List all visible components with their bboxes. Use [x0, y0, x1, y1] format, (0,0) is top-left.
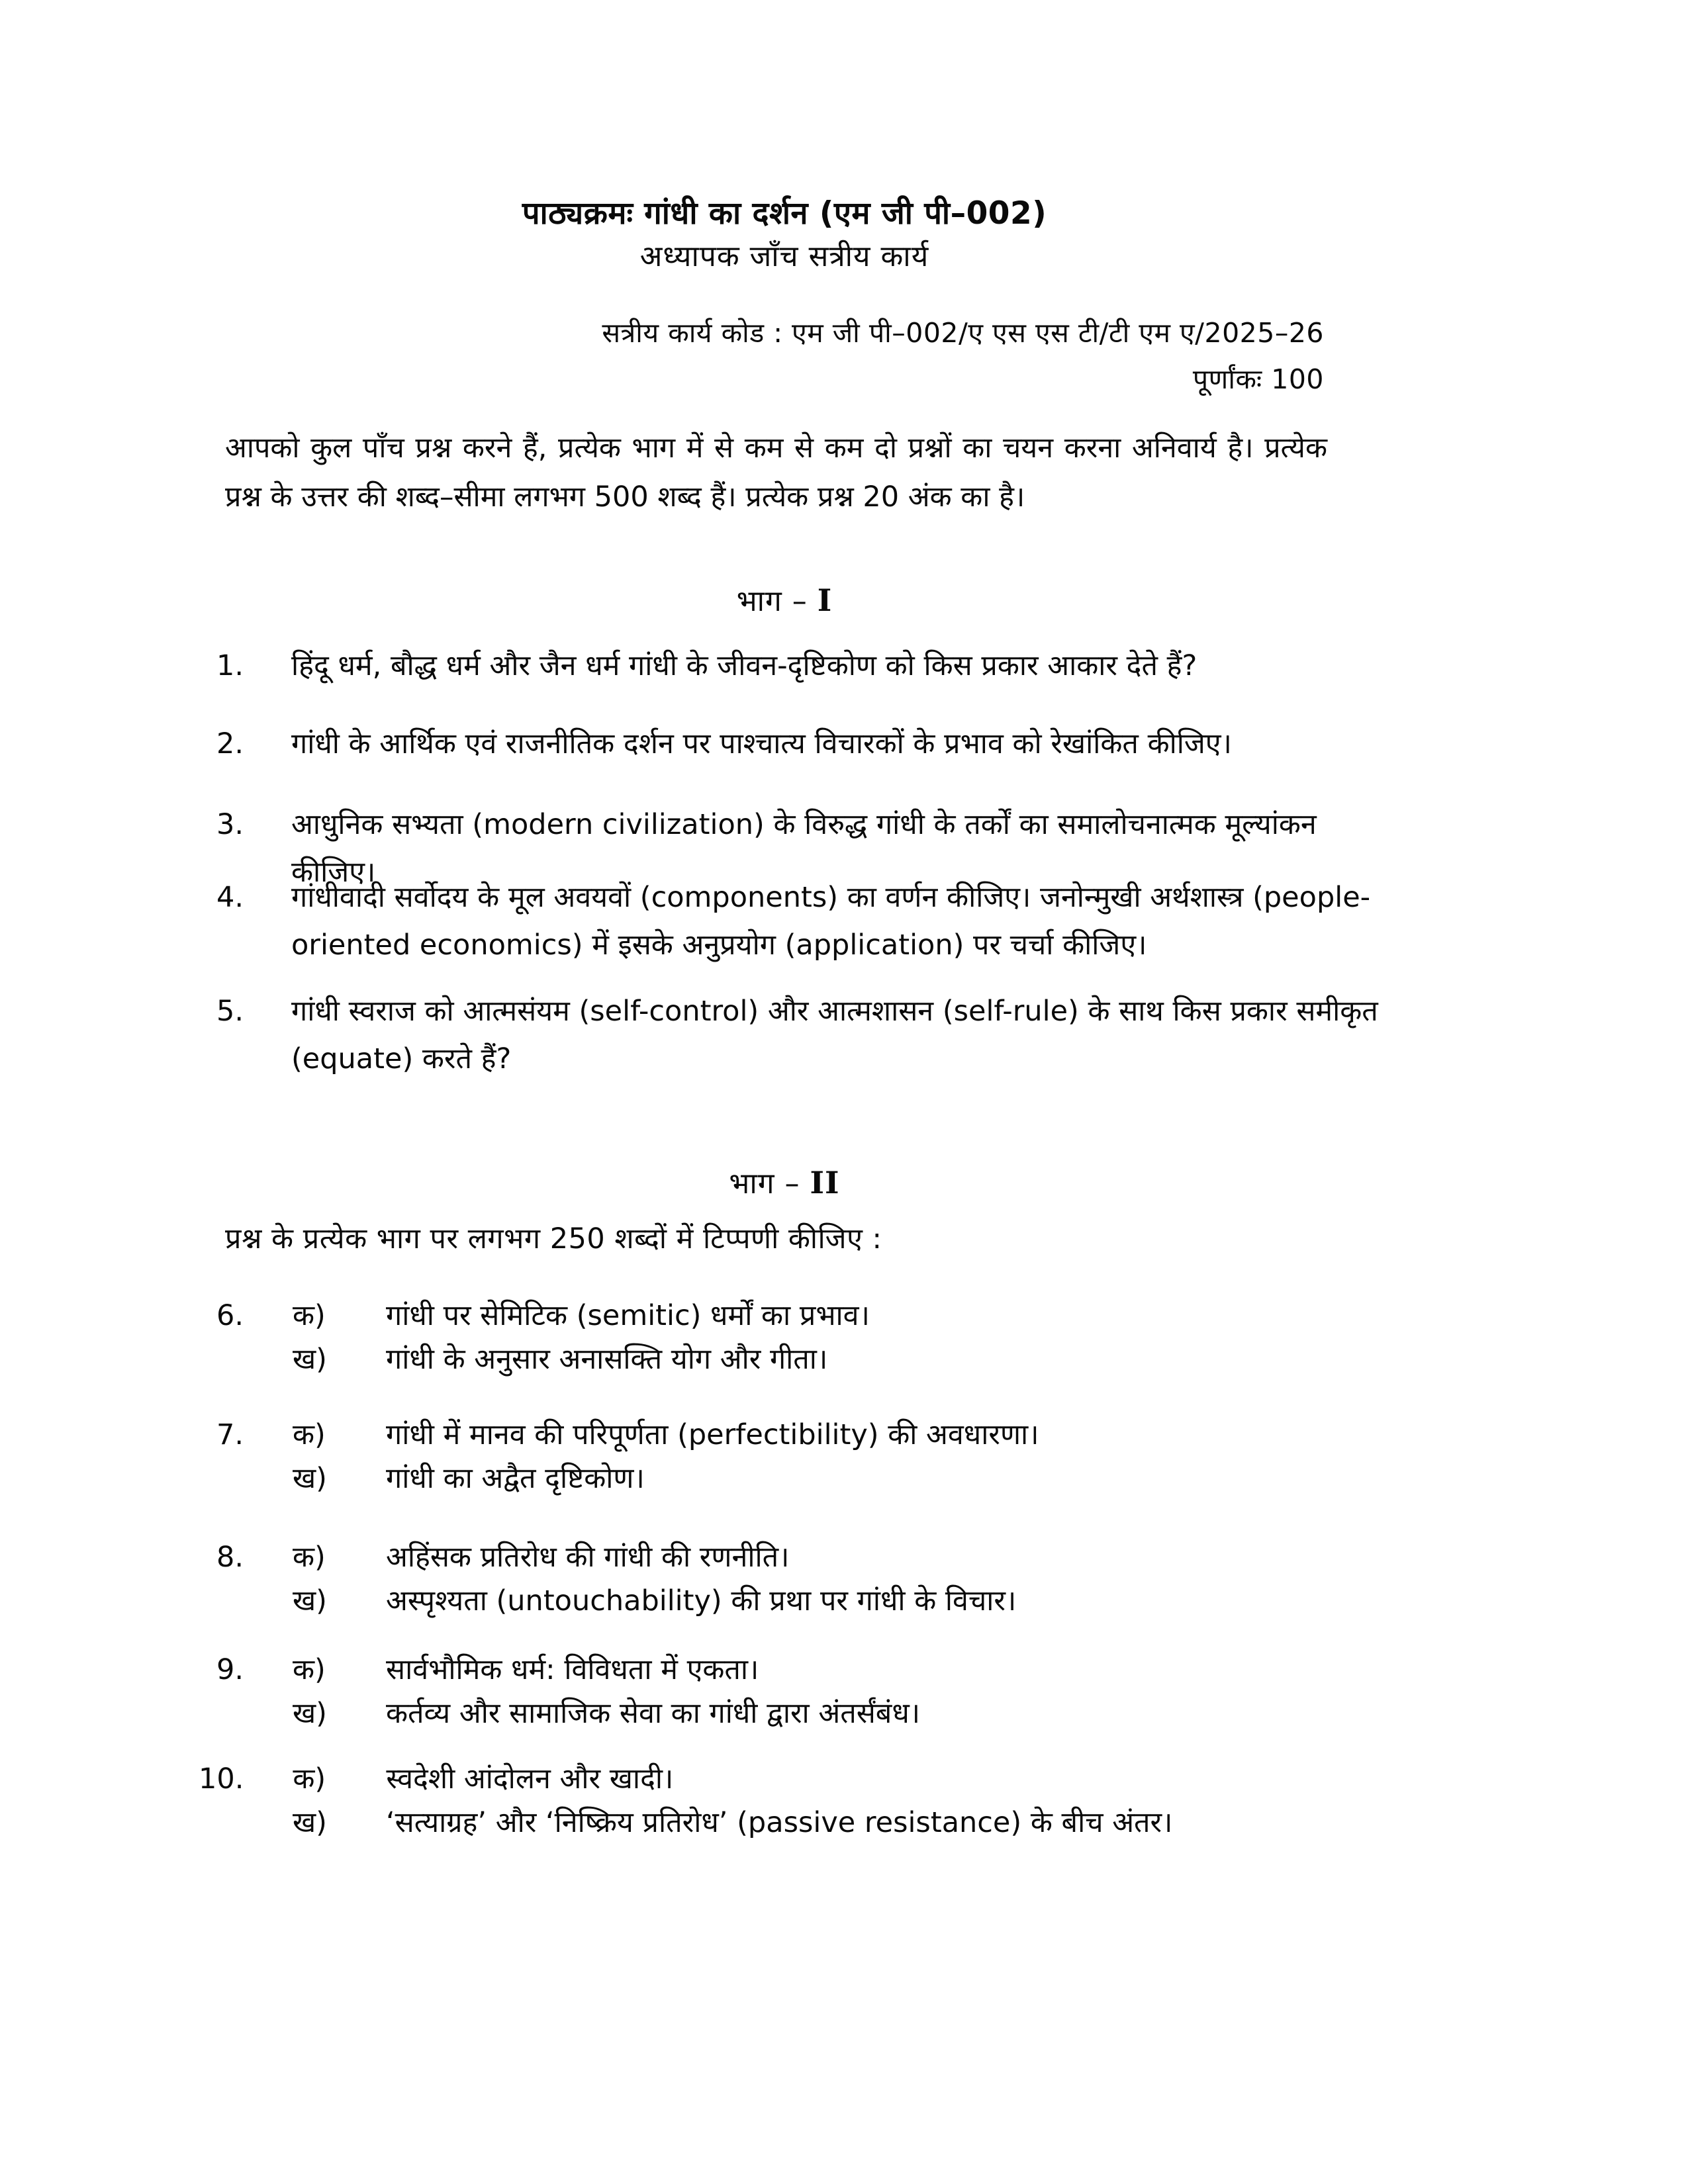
- question-text: गांधीवादी सर्वोदय के मूल अवयवों (components) का वर्णन कीजिए। जनोन्मुखी अर्थशास्त्र (people-oriented economics) में इसके अनुप्रयोग (application) पर चर्चा कीजिए।: [291, 881, 1371, 962]
- page-subtitle: अध्यापक जाँच सत्रीय कार्य: [639, 240, 929, 273]
- subpart-text: सार्वभौमिक धर्म: विविधता में एकता।: [386, 1653, 759, 1686]
- assignment-code-line: सत्रीय कार्य कोड : एम जी पी–002/ए एस एस टी/टी एम ए/2025–26: [602, 317, 1324, 349]
- question-number: 7.: [216, 1418, 244, 1451]
- question-number: 1.: [216, 649, 244, 682]
- question-group-6: [199, 1294, 1380, 1381]
- subpart-label: ख): [293, 1584, 327, 1617]
- subpart-b-row: [199, 1579, 1380, 1623]
- subpart-text: अस्पृश्यता (untouchability) की प्रथा पर गांधी के विचार।: [386, 1584, 1017, 1617]
- subpart-label: ख): [293, 1343, 327, 1376]
- part1-heading-numeral: I: [817, 582, 833, 618]
- part1-heading-label: भाग –: [736, 584, 808, 618]
- question-number: 10.: [199, 1762, 244, 1796]
- question-text: गांधी स्वराज को आत्मसंयम (self-control) और आत्मशासन (self-rule) के साथ किस प्रकार समीकृत (equate) करते हैं?: [291, 995, 1378, 1075]
- question-number: 4.: [216, 881, 244, 914]
- part2-heading-numeral: II: [810, 1165, 840, 1201]
- subpart-a-row: [199, 1757, 1380, 1801]
- subpart-label: क): [293, 1299, 326, 1332]
- subpart-text: गांधी के अनुसार अनासक्ति योग और गीता।: [386, 1343, 828, 1376]
- subpart-label: क): [293, 1762, 326, 1796]
- subpart-text: कर्तव्य और सामाजिक सेवा का गांधी द्वारा अंतर्संबंध।: [386, 1697, 921, 1730]
- question-row-2: [199, 720, 1380, 768]
- subpart-b-row: [199, 1338, 1380, 1381]
- part2-heading-label: भाग –: [729, 1167, 800, 1201]
- subpart-b-row: [199, 1801, 1380, 1844]
- question-group-9: [199, 1648, 1380, 1735]
- instructions-paragraph: आपको कुल पाँच प्रश्न करने हैं, प्रत्येक भाग में से कम से कम दो प्रश्नों का चयन करना अनिवार्य है। प्रत्येक प्रश्न के उत्तर की शब्द–सीमा लगभग 500 शब्द हैं। प्रत्येक प्रश्न 20 अंक का है।: [225, 432, 1327, 514]
- subpart-a-row: [199, 1648, 1380, 1692]
- subpart-text: ‘सत्याग्रह’ और ‘निष्क्रिय प्रतिरोध’ (passive resistance) के बीच अंतर।: [386, 1806, 1173, 1839]
- subpart-text: गांधी में मानव की परिपूर्णता (perfectibility) की अवधारणा।: [386, 1418, 1039, 1451]
- part2-heading: [225, 1162, 1344, 1202]
- question-row-4: [199, 874, 1380, 969]
- question-number: 9.: [216, 1653, 244, 1686]
- subpart-label: क): [293, 1653, 326, 1686]
- subpart-label: ख): [293, 1462, 327, 1495]
- max-marks-line: पूर्णांकः 100: [1192, 363, 1324, 395]
- question-group-8: [199, 1535, 1380, 1623]
- question-text: हिंदू धर्म, बौद्ध धर्म और जैन धर्म गांधी के जीवन-दृष्टिकोण को किस प्रकार आकार देते हैं?: [291, 649, 1197, 682]
- subpart-text: अहिंसक प्रतिरोध की गांधी की रणनीति।: [386, 1541, 790, 1574]
- subpart-label: ख): [293, 1697, 327, 1730]
- subpart-label: क): [293, 1418, 326, 1451]
- subpart-a-row: [199, 1294, 1380, 1338]
- question-group-10: [199, 1757, 1380, 1844]
- subpart-b-row: [199, 1457, 1380, 1500]
- subpart-a-row: [199, 1535, 1380, 1579]
- question-text: गांधी के आर्थिक एवं राजनीतिक दर्शन पर पाश्चात्य विचारकों के प्रभाव को रेखांकित कीजिए।: [291, 727, 1232, 760]
- part1-heading: [225, 580, 1344, 619]
- subpart-label: ख): [293, 1806, 327, 1839]
- subpart-b-row: [199, 1692, 1380, 1735]
- subpart-text: गांधी पर सेमिटिक (semitic) धर्मों का प्रभाव।: [386, 1299, 870, 1332]
- subpart-text: स्वदेशी आंदोलन और खादी।: [386, 1762, 674, 1796]
- page-title: पाठ्यक्रमः गांधी का दर्शन (एम जी पी–002): [522, 195, 1047, 232]
- part2-note: प्रश्न के प्रत्येक भाग पर लगभग 250 शब्दों में टिप्पणी कीजिए :: [225, 1222, 882, 1255]
- question-row-1: [199, 642, 1380, 690]
- question-number: 2.: [216, 727, 244, 760]
- question-number: 8.: [216, 1541, 244, 1574]
- subpart-label: क): [293, 1541, 326, 1574]
- question-number: 6.: [216, 1299, 244, 1332]
- question-number: 5.: [216, 995, 244, 1028]
- subpart-a-row: [199, 1413, 1380, 1457]
- question-number: 3.: [216, 808, 244, 841]
- question-text: आधुनिक सभ्यता (modern civilization) के विरुद्ध गांधी के तर्कों का समालोचनात्मक मूल्यांकन कीजिए।: [291, 808, 1317, 889]
- question-group-7: [199, 1413, 1380, 1500]
- subpart-text: गांधी का अद्वैत दृष्टिकोण।: [386, 1462, 645, 1495]
- question-row-5: [199, 987, 1380, 1083]
